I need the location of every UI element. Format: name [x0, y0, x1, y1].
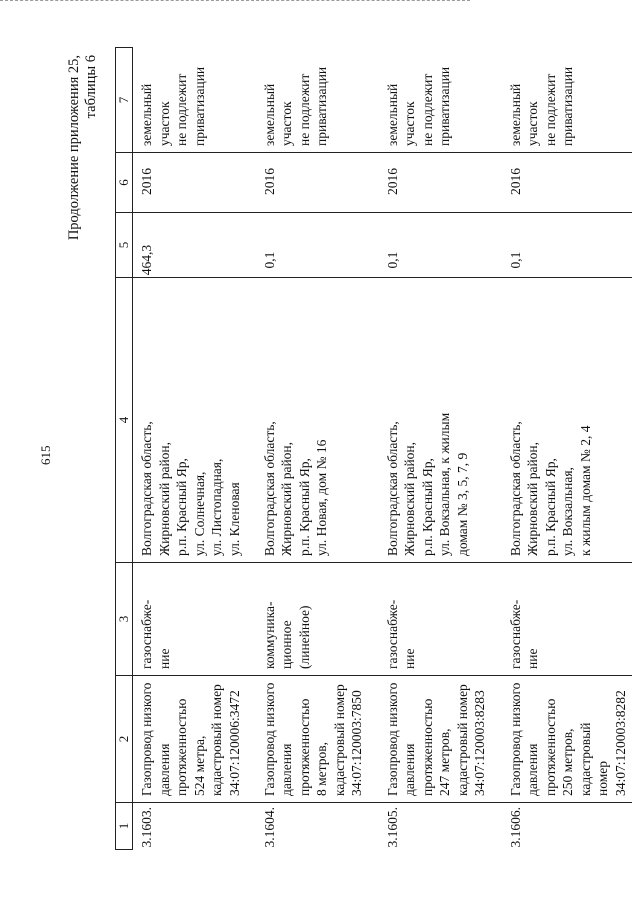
- table-row: [502, 48, 633, 850]
- object-purpose: газоснабже- ние: [379, 563, 502, 676]
- object-value: 464,3: [133, 213, 256, 278]
- col-header-4: 4: [116, 278, 133, 563]
- object-year: 2016: [133, 153, 256, 213]
- object-status: земельный участок не подлежит приватизации: [502, 48, 633, 153]
- object-address: Волгоградская область, Жирновский район, р.п. Красный Яр, ул. Солнечная, ул. Листопадная, ул. Кленовая: [133, 278, 256, 563]
- table-caption: [66, 55, 100, 240]
- object-status: земельный участок не подлежит приватизации: [133, 48, 256, 153]
- object-name: Газопровод низкого давления протяженностью 247 метров, кадастровый номер 34:07:120003:8283: [379, 676, 502, 803]
- col-header-3: 3: [116, 563, 133, 676]
- caption-line-2: таблицы 6: [83, 55, 99, 119]
- table-row: [256, 48, 379, 850]
- object-name: Газопровод низкого давления протяженностью 8 метров, кадастровый номер 34:07:120003:7850: [256, 676, 379, 803]
- object-year: 2016: [379, 153, 502, 213]
- object-status: земельный участок не подлежит приватизации: [379, 48, 502, 153]
- row-number: 3.1606.: [507, 807, 523, 848]
- property-table: [115, 47, 632, 850]
- page-number: 615: [38, 445, 53, 465]
- object-purpose: коммуника- ционное (линейное): [256, 563, 379, 676]
- object-address: Волгоградская область, Жирновский район, р.п. Красный Яр, ул. Вокзальная, к жилым домам № 3, 5, 7, 9: [379, 278, 502, 563]
- col-header-6: 6: [116, 153, 133, 213]
- object-name: Газопровод низкого давления протяженностью 524 метра, кадастровый номер 34:07:120006:3472: [133, 676, 256, 803]
- object-status: земельный участок не подлежит приватизации: [256, 48, 379, 153]
- row-number: 3.1604.: [261, 807, 277, 848]
- object-value: 0,1: [502, 213, 633, 278]
- object-purpose: газоснабже- ние: [133, 563, 256, 676]
- header-row: [116, 48, 133, 850]
- object-value: 0,1: [379, 213, 502, 278]
- row-number: 3.1603.: [139, 807, 154, 848]
- table-row: [133, 48, 256, 850]
- col-header-7: 7: [116, 48, 133, 153]
- object-year: 2016: [502, 153, 633, 213]
- caption-line-1: Продолжение приложения 25,: [66, 55, 82, 241]
- col-header-1: 1: [116, 803, 133, 850]
- object-address: Волгоградская область, Жирновский район, р.п. Красный Яр, ул. Вокзальная, к жилым домам № 2, 4: [502, 278, 633, 563]
- object-purpose: газоснабже- ние: [502, 563, 633, 676]
- row-number: 3.1605.: [384, 807, 400, 848]
- object-value: 0,1: [256, 213, 379, 278]
- object-year: 2016: [256, 153, 379, 213]
- object-address: Волгоградская область, Жирновский район, р.п. Красный Яр, ул. Новая, дом № 16: [256, 278, 379, 563]
- col-header-5: 5: [116, 213, 133, 278]
- table-row: [379, 48, 502, 850]
- object-name: Газопровод низкого давления протяженностью 250 метров, кадастровый номер 34:07:120003:8282: [502, 676, 633, 803]
- col-header-2: 2: [116, 676, 133, 803]
